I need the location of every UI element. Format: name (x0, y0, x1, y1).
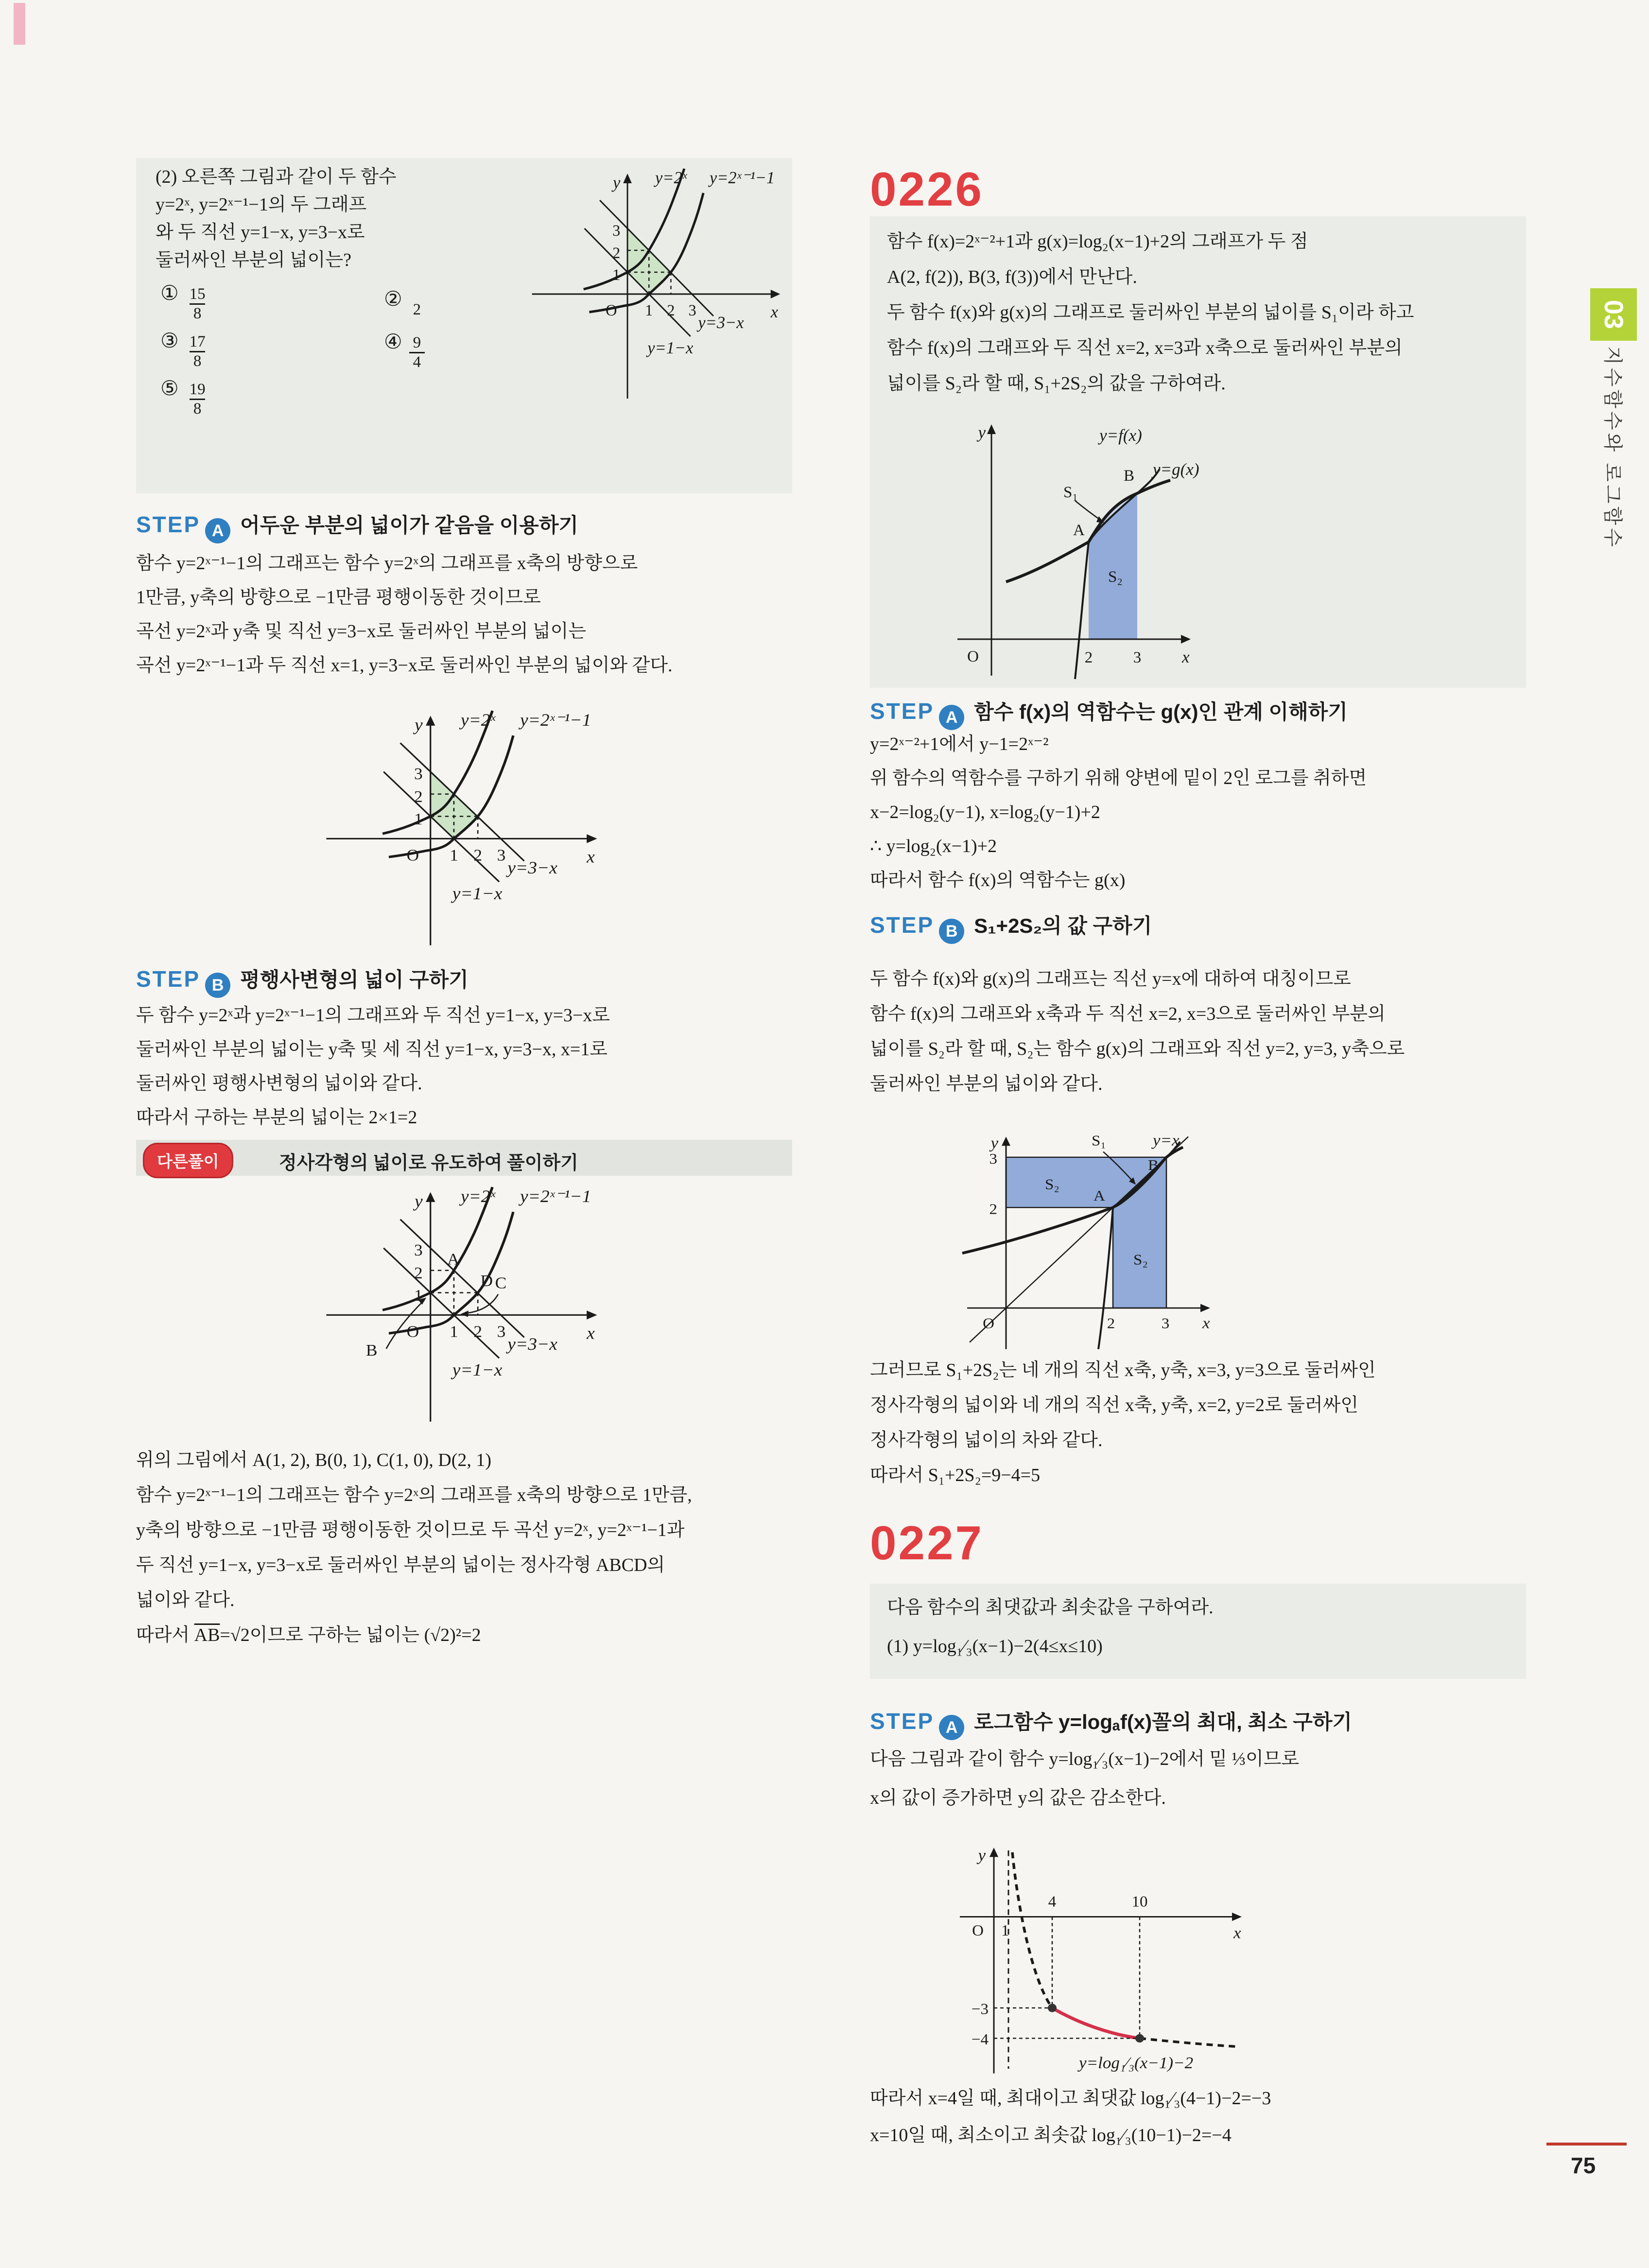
shaded-region-green (431, 772, 478, 839)
page-edge-mark (14, 3, 25, 45)
curve-g (1006, 480, 1170, 582)
origin-label: O (983, 1314, 994, 1332)
x-axis-arrow (1181, 635, 1191, 644)
paragraph-line: 넓이와 같다. (136, 1590, 235, 1610)
ytick-minus3: −3 (971, 2001, 989, 2018)
choice-denominator: 8 (190, 399, 206, 418)
step-a-title: 어두운 부분의 넓이가 같음을 이용하기 (240, 514, 578, 537)
overline-ab: $\overline{AB}$ (194, 1625, 220, 1645)
step-a-badge-icon: A (939, 705, 964, 730)
alt-solution-strip (136, 1140, 792, 1176)
xtick-10: 10 (1131, 1893, 1148, 1911)
paragraph-line: 정사각형의 넓이의 차와 같다. (870, 1430, 1103, 1450)
paragraph-line: x−2=log₂(y−1), x=log₂(y−1)+2 (870, 802, 1100, 822)
problem-line: 다음 함수의 최댓값과 최솟값을 구하여라. (887, 1597, 1214, 1618)
xtick-1: 1 (645, 301, 653, 320)
step-word: STEP (870, 912, 935, 938)
step-a-badge-icon: A (939, 1715, 964, 1740)
choice-mark: ② (384, 288, 402, 311)
step-a-0227-heading (870, 1706, 1352, 1740)
step-b-title: S₁+2S₂의 값 구하기 (974, 914, 1152, 937)
choice-numerator: 17 (189, 332, 206, 350)
paragraph-line: x의 값이 증가하면 y의 값은 감소한다. (870, 1788, 1166, 1808)
paragraph-line: 둘러싸인 부분의 넓이는 y축 및 세 직선 y=1−x, y=3−x, x=1로 (136, 1039, 608, 1060)
point-b-label: B (1148, 1156, 1159, 1173)
problem-number-0227: 0227 (870, 1516, 984, 1570)
step-word: STEP (136, 966, 201, 992)
line2-label: y=1−x (452, 883, 503, 903)
origin-label: O (606, 301, 617, 320)
step-b-title: 평행사변형의 넓이 구하기 (240, 968, 469, 991)
point-b-label: B (365, 1341, 378, 1360)
x-axis-label: x (587, 1323, 595, 1343)
problem-0226-text (887, 232, 1414, 410)
curve2-label: y=2ˣ⁻¹−1 (520, 1186, 591, 1206)
line2-label: y=1−x (647, 338, 694, 358)
chapter-tab (1590, 288, 1637, 341)
x-axis-arrow (1200, 1304, 1210, 1312)
paragraph-line: 넓이를 S₂라 할 때, S₂는 함수 g(x)의 그래프와 직선 y=2, y=3, y축으로 (870, 1039, 1405, 1059)
problem-line: 두 함수 f(x)와 g(x)의 그래프로 둘러싸인 부분의 넓이를 S₁이라 하고 (887, 302, 1414, 323)
paragraph-line: 두 함수 f(x)와 g(x)의 그래프는 직선 y=x에 대하여 대칭이므로 (870, 969, 1351, 989)
paragraph-line: 다음 그림과 같이 함수 y=log₁⁄₃(x−1)−2에서 밑 ⅓이므로 (870, 1749, 1300, 1769)
s2-bottom-label: S₂ (1133, 1251, 1148, 1268)
problem-number-0226: 0226 (870, 162, 984, 216)
step-a-badge-icon: A (205, 518, 230, 543)
xtick-1: 1 (450, 1323, 458, 1341)
choice-mark: ④ (384, 331, 402, 353)
problem-line: A(2, f(2)), B(3, f(3))에서 만난다. (887, 267, 1137, 287)
ytick-1: 1 (612, 266, 621, 284)
endpoint-max (1048, 2004, 1057, 2012)
figure-0226-graph1 (943, 411, 1215, 683)
figure-problem2-graph (522, 163, 790, 406)
paragraph-line: 따라서 구하는 부분의 넓이는 2×1=2 (136, 1107, 417, 1128)
step-word: STEP (870, 698, 935, 724)
problem-2-text (156, 168, 397, 279)
line-y-1-minus-x (383, 1248, 499, 1358)
paragraph-line: 둘러싸인 평행사변형의 넓이와 같다. (136, 1073, 422, 1094)
origin-label: O (406, 1323, 419, 1341)
y-axis-arrow (987, 424, 996, 434)
arrow-to-point-c-head (461, 1310, 469, 1317)
x-axis-label: x (1182, 647, 1190, 666)
s2-top-label: S₂ (1045, 1175, 1059, 1193)
line2-label: y=1−x (452, 1360, 503, 1379)
paragraph-line: 함수 y=2ˣ⁻¹−1의 그래프는 함수 y=2ˣ의 그래프를 x축의 방향으로 (136, 553, 638, 574)
chapter-tab-number: 03 (1599, 299, 1628, 330)
step-b-0226-paragraph (870, 970, 1405, 1110)
curve-solid-red (1052, 2008, 1140, 2039)
xtick-2: 2 (667, 301, 675, 320)
step-a-title: 로그함수 y=logₐf(x)꼴의 최대, 최소 구하기 (974, 1710, 1352, 1733)
ytick-2: 2 (414, 787, 423, 806)
point-d-label: D (480, 1272, 493, 1291)
problem-line: 함수 f(x)=2ˣ⁻²+1과 g(x)=log₂(x−1)+2의 그래프가 두 점 (887, 231, 1308, 252)
paragraph-line: 위의 그림에서 A(1, 2), B(0, 1), C(1, 0), D(2, 1) (136, 1450, 492, 1470)
choice-mark: ③ (160, 330, 179, 352)
choice-mark: ⑤ (160, 378, 179, 400)
xtick-2: 2 (1084, 649, 1093, 666)
x-axis-arrow (587, 834, 597, 843)
paragraph-line: 두 직선 y=1−x, y=3−x로 둘러싸인 부분의 넓이는 정사각형 ABCD의 (136, 1555, 665, 1575)
figure-0227-graph (943, 1837, 1264, 2080)
xtick-3: 3 (688, 301, 696, 320)
x-axis-arrow (771, 290, 781, 298)
final-prefix: 따라서 (136, 1625, 194, 1645)
choice-numerator: 15 (189, 285, 206, 303)
paragraph-line: 따라서 함수 f(x)의 역함수는 g(x) (870, 870, 1126, 890)
curve2-label: y=2ˣ⁻¹−1 (520, 710, 591, 730)
step-a-title: 함수 f(x)의 역함수는 g(x)인 관계 이해하기 (974, 700, 1348, 723)
xtick-1: 1 (1001, 1922, 1009, 1939)
y-axis-arrow (1002, 1137, 1010, 1146)
curve1-label: y=2ˣ (655, 168, 687, 188)
xtick-2: 2 (473, 1323, 483, 1341)
xtick-3: 3 (497, 1323, 506, 1341)
y-axis-label: y (978, 1846, 986, 1865)
figure-0226-graph2 (948, 1125, 1220, 1354)
ytick-minus4: −4 (971, 2031, 989, 2048)
y-axis-arrow (426, 715, 435, 725)
step-b-0226-conclusion (870, 1361, 1376, 1501)
y-axis-label: y (414, 1191, 423, 1211)
page-number-rule (1546, 2143, 1627, 2146)
paragraph-line: 둘러싸인 부분의 넓이와 같다. (870, 1074, 1103, 1094)
paragraph-line: 함수 y=2ˣ⁻¹−1의 그래프는 함수 y=2ˣ의 그래프를 x축의 방향으로 1만큼, (136, 1485, 692, 1505)
step-a-0227-paragraph (870, 1750, 1299, 1828)
choice-1 (160, 281, 209, 323)
dashed-guides (994, 1917, 1140, 2038)
paragraph-line: 함수 f(x)의 그래프와 x축과 두 직선 x=2, x=3으로 둘러싸인 부분의 (870, 1004, 1386, 1024)
origin-label: O (972, 1922, 984, 1939)
point-c-label: C (495, 1274, 507, 1292)
step-word: STEP (136, 512, 201, 537)
y-axis-label: y (613, 173, 621, 192)
xtick-3: 3 (497, 846, 506, 865)
page-number: 75 (1571, 2153, 1596, 2178)
step-a-0226-heading (870, 696, 1348, 730)
x-axis-label: x (587, 847, 595, 867)
step-b-badge-icon: B (939, 919, 964, 944)
step-b-badge-icon: B (205, 973, 230, 998)
step-word: STEP (870, 1709, 935, 1734)
xtick-2: 2 (473, 846, 483, 865)
origin-label: O (406, 846, 419, 865)
curve-g-label: y=g(x) (1153, 460, 1199, 479)
line1-label: y=3−x (507, 1334, 557, 1354)
problem-line: 함수 f(x)의 그래프와 두 직선 x=2, x=3과 x축으로 둘러싸인 부분의 (887, 338, 1403, 358)
ytick-2: 2 (612, 244, 621, 262)
endpoint-min (1135, 2034, 1144, 2042)
choice-3 (160, 329, 209, 370)
ytick-3: 3 (414, 765, 423, 783)
choice-5 (160, 376, 209, 418)
line1-label: y=3−x (507, 857, 557, 877)
choice-2 (384, 287, 425, 319)
curve-f-label: y=f(x) (1099, 426, 1142, 445)
paragraph-line: 위 함수의 역함수를 구하기 위해 양변에 밑이 2인 로그를 취하면 (870, 768, 1367, 788)
ytick-2: 2 (989, 1200, 997, 1218)
curve-dashed-upper (1012, 1852, 1052, 2008)
step-a-heading (136, 509, 578, 543)
ytick-2: 2 (414, 1264, 423, 1282)
xtick-1: 1 (450, 846, 458, 865)
step-a-0227-conclusion (870, 2089, 1271, 2163)
paragraph-line: 따라서 x=4일 때, 최대이고 최댓값 log₁⁄₃(4−1)−2=−3 (870, 2088, 1271, 2109)
y-axis-arrow (989, 1848, 998, 1857)
alt-solution-title: 정사각형의 넓이로 유도하여 풀이하기 (279, 1153, 578, 1173)
paragraph-line: ∴ y=log₂(x−1)+2 (870, 836, 997, 856)
x-axis-arrow (1232, 1913, 1242, 1921)
s2-label: S₂ (1108, 568, 1123, 586)
problem-2-line: y=2ˣ, y=2ˣ⁻¹−1의 두 그래프 (156, 194, 367, 215)
ytick-3: 3 (414, 1241, 423, 1259)
ytick-1: 1 (414, 1286, 423, 1305)
paragraph-line: 정사각형의 넓이와 네 개의 직선 x축, y축, x=2, y=2로 둘러싸인 (870, 1395, 1359, 1415)
final-rest: =√2이므로 구하는 넓이는 (√2)²=2 (220, 1625, 481, 1645)
figure-altsolution-graph (316, 1181, 608, 1429)
y-axis-label: y (990, 1134, 998, 1152)
xtick-3: 3 (1161, 1314, 1170, 1332)
origin-label: O (967, 648, 979, 665)
x-axis-label: x (1233, 1924, 1241, 1942)
problem-line: 넓이를 S₂라 할 때, S₁+2S₂의 값을 구하여라. (887, 373, 1226, 394)
s1-label: S₁ (1063, 484, 1078, 501)
dashed-guides (431, 1271, 478, 1315)
paragraph-line: 두 함수 y=2ˣ과 y=2ˣ⁻¹−1의 그래프와 두 직선 y=1−x, y=3−x로 (136, 1005, 610, 1026)
choice-denominator: 8 (190, 303, 206, 323)
chapter-tab-title: 지수함수와 로그함수 (1602, 346, 1623, 550)
step-b-0226-heading (870, 910, 1152, 944)
point-b-label: B (1124, 467, 1135, 485)
choice-numerator: 19 (189, 380, 206, 398)
paragraph-line: 따라서 S₁+2S₂=9−4=5 (870, 1465, 1041, 1485)
arrow-s1 (1075, 501, 1101, 521)
y-axis-label: y (978, 423, 986, 442)
paragraph-line: 곡선 y=2ˣ⁻¹−1과 두 직선 x=1, y=3−x로 둘러싸인 부분의 넓이와 같다. (136, 655, 673, 676)
curve1-label: y=2ˣ (460, 1186, 496, 1206)
choice-mark: ① (160, 282, 179, 305)
choice-denominator: 8 (190, 351, 206, 370)
problem-2-line: 와 두 직선 y=1−x, y=3−x로 (156, 222, 365, 243)
problem-2-line: 둘러싸인 부분의 넓이는? (156, 250, 351, 270)
line1-label: y=3−x (698, 313, 744, 332)
xtick-2: 2 (1107, 1314, 1115, 1332)
ytick-3: 3 (612, 222, 621, 240)
paragraph-line: 1만큼, y축의 방향으로 −1만큼 평행이동한 것이므로 (136, 587, 541, 608)
choice-value: 2 (413, 300, 421, 318)
y-axis-arrow (426, 1192, 435, 1202)
y-axis-arrow (623, 174, 632, 183)
alt-solution-paragraph (136, 1451, 692, 1626)
x-axis-arrow (587, 1310, 597, 1319)
problem-line: (1) y=log₁⁄₃(x−1)−2(4≤x≤10) (887, 1636, 1103, 1657)
xtick-4: 4 (1048, 1893, 1057, 1911)
point-a-label: A (1073, 522, 1085, 539)
step-b-paragraph (136, 1006, 610, 1142)
paragraph-line: 그러므로 S₁+2S₂는 네 개의 직선 x축, y축, x=3, y=3으로 둘러싸인 (870, 1360, 1376, 1380)
xtick-3: 3 (1133, 649, 1142, 666)
ytick-1: 1 (414, 810, 423, 828)
x-axis-label: x (1202, 1314, 1210, 1332)
point-a-label: A (1094, 1187, 1105, 1204)
paragraph-line: x=10일 때, 최소이고 최솟값 log₁⁄₃(10−1)−2=−4 (870, 2125, 1232, 2146)
paragraph-line: y=2ˣ⁻²+1에서 y−1=2ˣ⁻² (870, 734, 1049, 754)
alt-solution-final-line (136, 1626, 481, 1644)
problem-2-line: (2) 오른쪽 그림과 같이 두 함수 (156, 167, 397, 187)
curve1-label: y=2ˣ (460, 710, 496, 730)
choice-denominator: 4 (409, 352, 425, 371)
curve2-label: y=2ˣ⁻¹−1 (710, 168, 775, 188)
point-a-label: A (447, 1250, 460, 1269)
curve-dashed-lower (1140, 2038, 1239, 2046)
step-a-0226-paragraph (870, 735, 1367, 905)
choice-4 (384, 330, 425, 371)
problem-0227-text (887, 1598, 1214, 1676)
curve-label: y=log₁⁄₃(x−1)−2 (1079, 2054, 1194, 2072)
y-axis-label: y (414, 715, 423, 734)
paragraph-line: 곡선 y=2ˣ과 y축 및 직선 y=3−x로 둘러싸인 부분의 넓이는 (136, 621, 587, 642)
step-a-paragraph (136, 554, 673, 690)
line-y-x-label: y=x (1153, 1132, 1180, 1150)
s1-label: S₁ (1092, 1132, 1106, 1149)
choice-numerator: 9 (413, 333, 421, 351)
x-axis-label: x (770, 302, 778, 322)
paragraph-line: y축의 방향으로 −1만큼 평행이동한 것이므로 두 곡선 y=2ˣ, y=2ˣ⁻¹−1과 (136, 1520, 685, 1540)
shaded-region-green (627, 228, 671, 294)
ytick-3: 3 (989, 1150, 997, 1167)
step-b-heading (136, 964, 469, 998)
figure-stepA-graph (316, 705, 608, 953)
alt-solution-badge: 다른풀이 (143, 1143, 233, 1178)
